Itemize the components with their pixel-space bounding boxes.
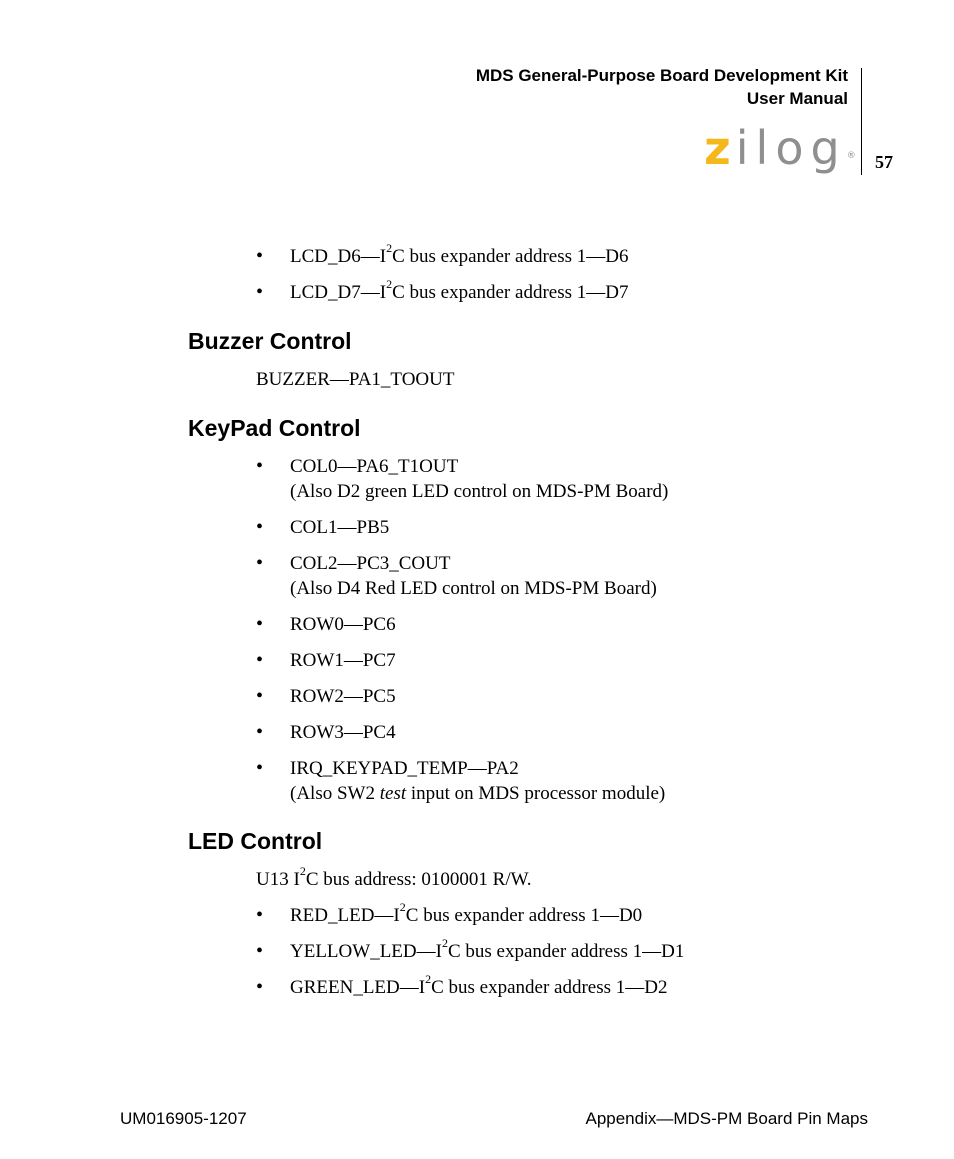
led-pin-list [256, 899, 685, 1011]
running-header [476, 64, 848, 110]
bullet: • [256, 516, 264, 538]
buzzer-control-heading: Buzzer Control [188, 328, 352, 354]
list-item: • $GREEN\_LED—I^2C$ bus expander address 1—D2 [256, 971, 668, 998]
page-number: 57 [875, 152, 893, 172]
bullet: • [256, 455, 264, 477]
bullet: • [256, 281, 264, 303]
bullet: • [256, 904, 264, 926]
header-title-line2: User Manual [746, 89, 848, 108]
emphasis-test: test [379, 783, 407, 804]
lcd-pin-list [256, 240, 629, 316]
bullet: • [256, 649, 264, 671]
bullet: • [256, 685, 264, 707]
list-item: • ROW0—PC6 [256, 613, 396, 635]
keypad-pin-list [256, 454, 668, 817]
keypad-control-heading: KeyPad Control [188, 415, 361, 441]
buzzer-pin-text: BUZZER—PA1_TOOUT [256, 369, 455, 390]
footer-document-id: UM016905-1207 [120, 1109, 247, 1128]
list-item: • $LCD\_D7—I^2C$ bus expander address 1—D7 [256, 276, 629, 303]
logo-text: ilog [735, 121, 847, 175]
list-item: • ROW1—PC7 [256, 649, 396, 671]
bullet: • [256, 245, 264, 267]
header-divider [861, 68, 862, 175]
registered-mark: ® [846, 151, 856, 161]
led-bus-address-text: U13 $I^2C$ bus address: 0100001 R/W. [256, 863, 532, 890]
bullet: • [256, 613, 264, 635]
list-item: • ROW3—PC4 [256, 721, 396, 743]
zilog-logo [704, 120, 856, 176]
list-item: • IRQ_KEYPAD_TEMP—PA2 (Also SW2 test input on MDS processor module) [256, 757, 666, 804]
logo-z: z [704, 121, 736, 175]
header-title-line1: MDS General-Purpose Board Development Kit [475, 66, 848, 85]
list-item: • COL2—PC3_COUT (Also D4 Red LED control on MDS-PM Board) [256, 552, 657, 599]
bullet: • [256, 552, 264, 574]
bullet: • [256, 940, 264, 962]
list-item: • COL0—PA6_T1OUT (Also D2 green LED control on MDS-PM Board) [256, 455, 669, 502]
list-item: • COL1—PB5 [256, 516, 390, 538]
bullet: • [256, 976, 264, 998]
list-item: • $YELLOW\_LED—I^2C$ bus expander address 1—D1 [256, 935, 685, 962]
list-item: • $RED\_LED—I^2C$ bus expander address 1—D0 [256, 899, 643, 926]
list-item: • $LCD\_D6—I^2C$ bus expander address 1—D6 [256, 240, 629, 267]
footer-section-title: Appendix—MDS-PM Board Pin Maps [585, 1109, 868, 1128]
bullet: • [256, 721, 264, 743]
list-item: • ROW2—PC5 [256, 685, 396, 707]
bullet: • [256, 757, 264, 779]
led-control-heading: LED Control [188, 828, 323, 854]
